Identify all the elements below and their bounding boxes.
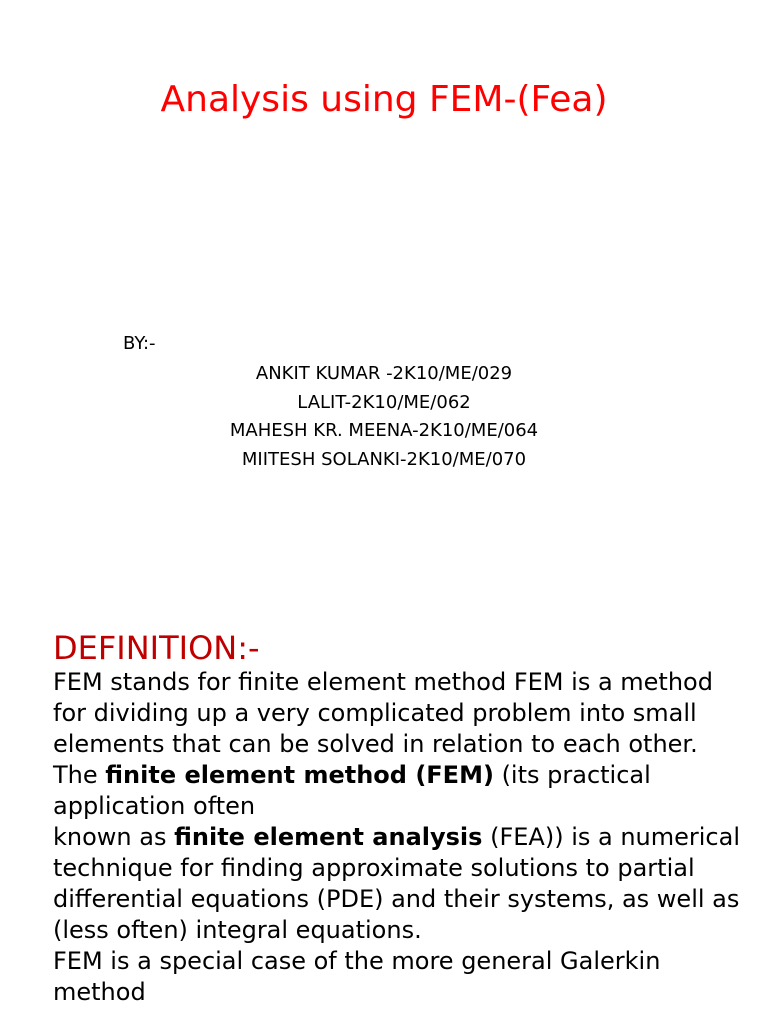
author-list — [0, 360, 768, 474]
paragraph-text: differential equations (PDE) and their systems, as well as (less often) integral equations. — [53, 885, 740, 944]
author-item: MIITESH SOLANKI-2K10/ME/070 — [241, 448, 527, 470]
definition-body — [53, 667, 743, 1008]
paragraph-text: The — [53, 761, 106, 789]
author-item: MAHESH KR. MEENA-2K10/ME/064 — [229, 420, 539, 441]
presentation-title: Analysis using FEM-(Fea) — [160, 79, 608, 120]
bold-term-fem: finite element method (FEM) — [105, 761, 494, 789]
definition-heading: DEFINITION:- — [53, 629, 260, 667]
author-item: LALIT-2K10/ME/062 — [297, 391, 471, 413]
definition-paragraph-3: FEM is a special case of the more general Galerkin method — [53, 947, 661, 1006]
definition-paragraph-2 — [53, 760, 743, 946]
by-label: BY:- — [123, 333, 156, 354]
author-item: ANKIT KUMAR -2K10/ME/029 — [255, 363, 513, 384]
paragraph-text: known as — [53, 823, 175, 851]
definition-paragraph-1: FEM stands for finite element method FEM is a method for dividing up a very complicated problem into small elements that can be solved in relation to each other. — [53, 668, 713, 758]
paragraph-text: (FEA)) is a numerical technique for finding approximate solutions to partial — [53, 823, 740, 882]
definition-slide — [0, 576, 768, 1024]
paragraph-text: (its practical application often — [53, 761, 651, 820]
bold-term-fea: finite element analysis — [174, 823, 483, 851]
